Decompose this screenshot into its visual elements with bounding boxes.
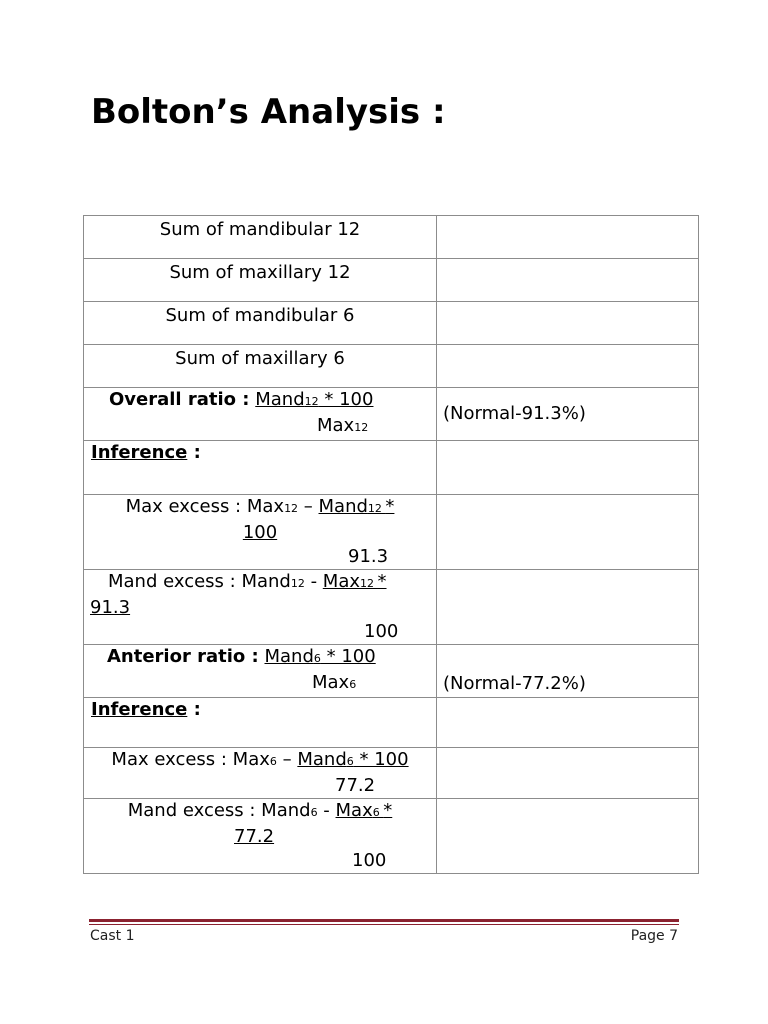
- max-excess-6-formula: Max excess : Max6 – Mand6 * 100: [111, 749, 409, 770]
- page-title: Bolton’s Analysis :: [91, 92, 446, 132]
- mand-excess-6-formula: Mand excess : Mand6 - Max6 *: [127, 800, 393, 821]
- mand-excess-6-divisor: 100: [352, 850, 387, 871]
- bolton-table: [83, 215, 699, 874]
- sum-maxillary-6-label: Sum of maxillary 6: [84, 345, 437, 388]
- mand-excess-12-value[interactable]: [437, 570, 699, 645]
- anterior-ratio-numerator: Mand6 * 100: [264, 646, 376, 667]
- max-excess-12-cell: [84, 495, 437, 570]
- overall-ratio-label: Overall ratio :: [109, 389, 250, 410]
- max-excess-12-multiplier: 100: [242, 522, 278, 543]
- mand-excess-6-multiplier: 77.2: [234, 826, 275, 847]
- footer-rule-thin: [89, 924, 679, 925]
- sum-maxillary-12-label: Sum of maxillary 12: [84, 259, 437, 302]
- mand-excess-12-formula: Mand excess : Mand12 - Max12 *: [108, 571, 387, 592]
- max-excess-12-formula: Max excess : Max12 – Mand12 *: [125, 496, 395, 517]
- overall-normal-value: (Normal-91.3%): [437, 388, 699, 441]
- sum-maxillary-6-value[interactable]: [437, 345, 699, 388]
- max-excess-12-divisor: 91.3: [348, 546, 389, 567]
- overall-ratio-numerator: Mand12 * 100: [255, 389, 374, 410]
- inference-12-value[interactable]: [437, 441, 699, 495]
- sum-mandibular-6-label: Sum of mandibular 6: [84, 302, 437, 345]
- overall-ratio-cell: [84, 388, 437, 441]
- anterior-normal-value: (Normal-77.2%): [437, 645, 699, 698]
- inference-6-value[interactable]: [437, 698, 699, 748]
- footer-rule-thick: [89, 919, 679, 922]
- inference-6-label: Inference :: [84, 698, 437, 748]
- max-excess-6-value[interactable]: [437, 748, 699, 799]
- mand-excess-6-cell: [84, 799, 437, 874]
- sum-mandibular-6-value[interactable]: [437, 302, 699, 345]
- footer-document-name: Cast 1: [90, 928, 135, 944]
- mand-excess-12-cell: [84, 570, 437, 645]
- mand-excess-6-value[interactable]: [437, 799, 699, 874]
- mand-excess-12-divisor: 100: [364, 621, 399, 642]
- anterior-ratio-label: Anterior ratio :: [107, 646, 259, 667]
- inference-12-label: Inference :: [84, 441, 437, 495]
- max-excess-6-cell: [84, 748, 437, 799]
- max-excess-12-value[interactable]: [437, 495, 699, 570]
- max-excess-6-divisor: 77.2: [335, 775, 376, 796]
- footer-page-number: Page 7: [630, 928, 678, 944]
- anterior-ratio-denominator: Max6: [312, 672, 357, 693]
- sum-maxillary-12-value[interactable]: [437, 259, 699, 302]
- overall-ratio-denominator: Max12: [317, 415, 369, 436]
- sum-mandibular-12-value[interactable]: [437, 216, 699, 259]
- mand-excess-12-multiplier: 91.3: [90, 597, 131, 618]
- sum-mandibular-12-label: Sum of mandibular 12: [84, 216, 437, 259]
- anterior-ratio-cell: [84, 645, 437, 698]
